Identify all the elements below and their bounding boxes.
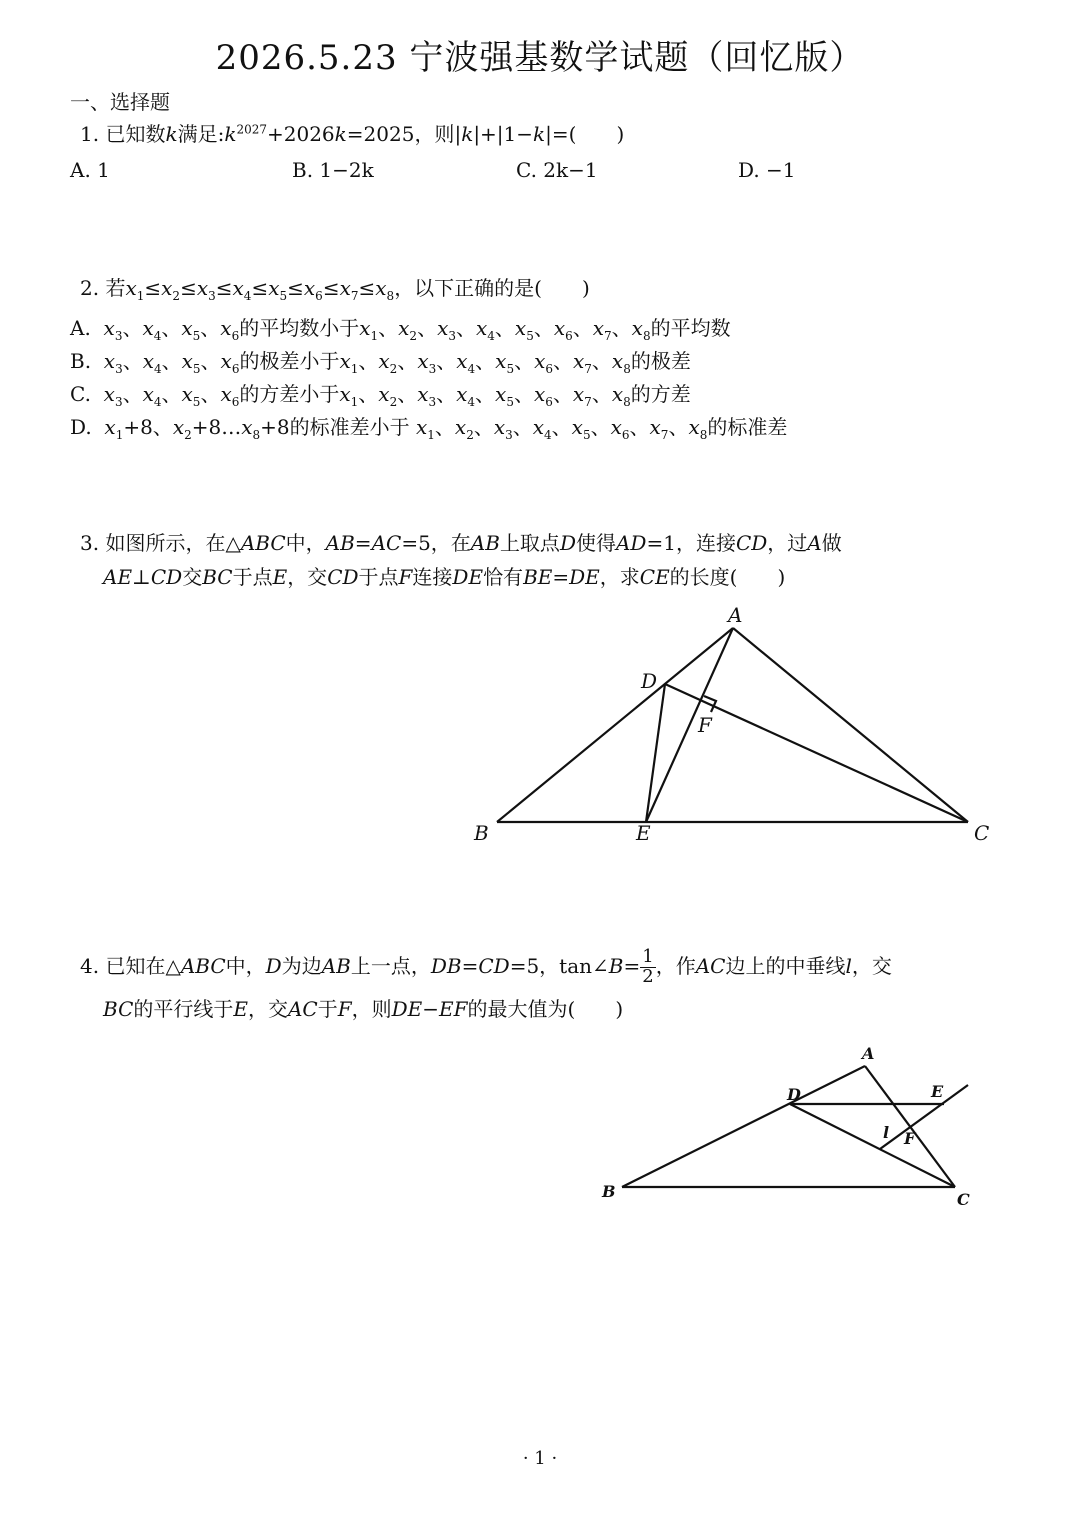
label-c: C — [974, 821, 990, 845]
label-f: F — [698, 713, 712, 737]
option-1a: A. 1 — [70, 158, 110, 182]
option-2a: A. $x_3$、$x_4$、$x_5$、$x_6$的平均数小于$x_1$、$x_2$、$x_3$、$x_4$、$x_5$、$x_6$、$x_7$、$x_8$的平均数 — [70, 316, 731, 343]
question-1-stem: 1. 已知数k满足$:k^{2027}+2026k=2025$，则|k|+|1−k|=( ) — [80, 122, 625, 146]
question-3-line-1: 3. 如图所示，在△ABC中，AB=AC=5，在AB上取点D使得AD=1，连接CD，过A做 — [80, 531, 842, 555]
label-c: C — [957, 1190, 970, 1209]
page-title: 2026.5.23 宁波强基数学试题（回忆版） — [215, 38, 865, 78]
option-2d: D. $x_1+8$、$x_2+8\dots x_8+8$的标准差小于 $x_1$、$x_2$、$x_3$、$x_4$、$x_5$、$x_6$、$x_7$、$x_8$的标准差 — [70, 415, 788, 442]
label-d: D — [787, 1085, 801, 1104]
label-f: F — [904, 1129, 916, 1148]
question-2-stem: 2. 若$x_1\le x_2\le x_3\le x_4\le x_5\le x_6\le x_7\le x_8$，以下正确的是( ) — [80, 276, 590, 303]
label-b: B — [602, 1182, 616, 1201]
label-d: D — [641, 669, 658, 693]
label-e: E — [931, 1082, 944, 1101]
option-2b: B. $x_3$、$x_4$、$x_5$、$x_6$的极差小于$x_1$、$x_2$、$x_3$、$x_4$、$x_5$、$x_6$、$x_7$、$x_8$的极差 — [70, 349, 691, 376]
label-a: A — [728, 603, 743, 627]
question-3-line-2: AE⊥CD交BC于点E，交CD于点F连接DE恰有BE=DE，求CE的长度( ) — [103, 565, 786, 589]
label-l: l — [883, 1123, 890, 1142]
question-4-line-1: 4. 已知在△ABC中，D为边AB上一点，DB=CD=5，tan∠B= $\frac{1}{2}$ ，作AC边上的中垂线l，交 — [80, 946, 892, 987]
option-1b: B. 1−2k — [292, 158, 374, 182]
option-2c: C. $x_3$、$x_4$、$x_5$、$x_6$的方差小于$x_1$、$x_2$、$x_3$、$x_4$、$x_5$、$x_6$、$x_7$、$x_8$的方差 — [70, 382, 691, 409]
label-a: A — [862, 1044, 875, 1063]
label-b: B — [474, 821, 489, 845]
segment-ab — [622, 1066, 865, 1187]
option-1c: C. 2k−1 — [516, 158, 598, 182]
option-1d: D. −1 — [738, 158, 796, 182]
page-number: · 1 · — [522, 1448, 558, 1469]
perpendicular-bisector-l — [880, 1085, 968, 1149]
question-4-line-2: BC的平行线于E，交AC于F，则DE−EF的最大值为( ) — [103, 997, 624, 1021]
section-heading: 一、选择题 — [70, 90, 170, 114]
segment-dc — [790, 1104, 955, 1187]
label-e: E — [636, 821, 651, 845]
